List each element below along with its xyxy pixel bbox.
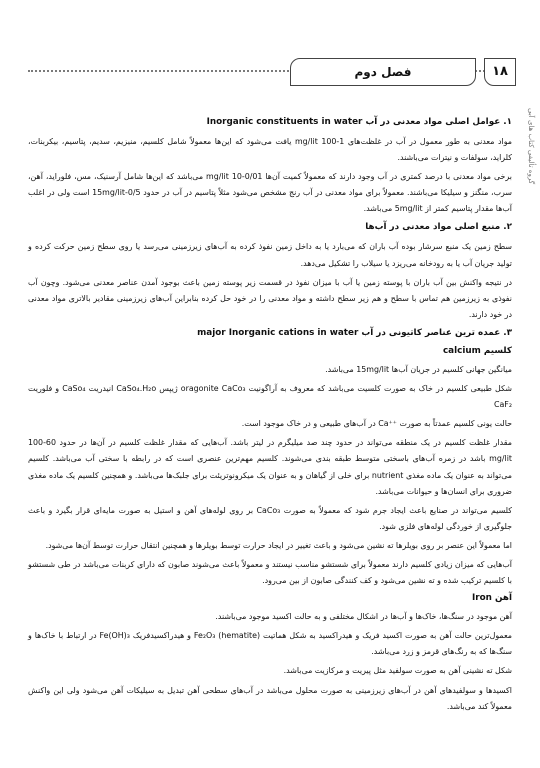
document-body — [28, 112, 512, 718]
calcium-paragraph-6: اما معمولاً این عنصر بر روی بویلرها ته نشین می‌شود و باعث تغییر در ایجاد حرارت توسط بویلرها و همچنین انتقال حرارت توسط آن‌ها می‌شود. — [45, 540, 512, 550]
section-1-heading: ۱. عوامل اصلی مواد معدنی در آب Inorganic constituents in water — [206, 117, 512, 127]
page-number: ۱۸ — [484, 58, 516, 86]
section-2-heading: ۲. منبع اصلی مواد معدنی در آب‌ها — [365, 222, 512, 233]
calcium-paragraph-2: شکل طبیعی کلسیم در خاک به صورت کلسیت می‌باشد که معروف به آراگونیت oragonite CaCo₃ ژیپس CaSo₄.H₂o انیدریت CaSo₄ و فلوریت CaF₂ — [28, 384, 512, 410]
calcium-paragraph-3: حالت یونی کلسیم عمدتاً به صورت ⁺⁺Ca در آب‌های طبیعی و در خاک موجود است. — [241, 419, 512, 429]
section-2-paragraph-2: در نتیجه واکنش بین آب باران با پوسته زمین یا آب با میزان نفوذ در قسمت زیر پوسته زمین باعث بوجود آمدن عناصر معدنی می‌شود. وچون آب نفوذی به زیرزمین هم تماس با سطح و هم زیر سطح داشته و مواد معدنی را در خود حل کرده بنابراین آب‌های زیرزمینی مقادیر بالاتری مواد معدنی در خود دارند. — [28, 277, 512, 319]
calcium-paragraph-5: کلسیم می‌تواند در صنایع باعث ایجاد جرم شود که معمولاً به صورت CaCo₃ بر روی لوله‌های آهن و استیل به صورت مایه‌ای قرار بگیرد و باعث جلوگیری از خوردگی لوله‌های فلزی شود. — [28, 505, 513, 531]
calcium-paragraph-4: مقدار غلظت کلسیم در یک منطقه می‌تواند در حدود چند صد میلیگرم در لیتر باشد. آب‌هایی که مقدار غلظت کلسیم در آن‌ها در حدود 60-100 mg/lit باشد در زمره آب‌های باسختی متوسط طبقه بندی می‌شوند. کلسیم مهم‌ترین عنصری است که در رابطه با سختی آب می‌باشد. کلسیم می‌تواند به عنوان یک ماده مغذی nutrient برای خلی از گیاهان و به عنوان یک میکرونوتریئت برای جلبک‌ها می‌باشد. و همچنین کلسیم یک ماده مغذی ضروری برای انسان‌ها و حیوانات می‌باشد. — [28, 438, 513, 496]
iron-paragraph-4: اکسیدها و سولفیدهای آهن در آب‌های زیرزمینی به صورت محلول می‌باشد در آب‌های سطحی آهن تبدیل به سیلیکات آهن می‌شود ولی این واکنش معمولاً کند می‌باشد. — [28, 685, 512, 711]
section-1-paragraph-1: مواد معدنی به طور معمول در آب در غلظت‌های 1-100 mg/lit یافت می‌شود که این‌ها معمولاً شامل کلسیم، منیزیم، سدیم، پتاسیم، بیکربنات، کلراید، سولفات و نیترات می‌باشند. — [28, 137, 512, 163]
section-1-paragraph-2: برخی مواد معدنی با درصد کمتری در آب وجود دارند که معمولاً کمیت آن‌ها 0/01-10 mg/lit می‌باشد که این‌ها شامل آرسنیک، مس، فلوراید، آهن، سرب، منگنز و سیلیکا می‌باشند. معمولاً برای مواد معدنی در آب رنج مشخص می‌شود مثلاً پتاسیم در آب در حدود 0/5-15mg/lit است ولی در اغلب آب‌ها مقدار پتاسیم کمتر از 5mg/lit می‌باشد. — [28, 172, 513, 214]
page-header — [28, 56, 516, 88]
calcium-heading: کلسیم calcium — [442, 345, 512, 356]
section-3-heading: ۳. عمده ترین عناصر کاتیونی در آب major Inorganic cations in water — [197, 327, 512, 338]
calcium-paragraph-1: میانگین جهانی کلسیم در جریان آب‌ها 15mg/lit می‌باشد. — [325, 364, 512, 374]
section-2-paragraph-1: سطح زمین یک منبع سرشار بوده آب باران که می‌بارد یا به داخل زمین نفوذ کرده به آب‌های زیرزمینی می‌رسد یا روی سطح زمین حرکت کرده و تولید جریان آب یا به رودخانه می‌ریزد یا سیلاب را تشکیل می‌دهد. — [28, 242, 512, 268]
sidebar-vertical-text: گروه تألیفی کتاب های آبی — [527, 108, 535, 185]
iron-paragraph-3: شکل ته نشینی آهن به صورت سولفید مثل پیریت و مرکازیت می‌باشد. — [283, 666, 512, 676]
calcium-paragraph-7: آب‌هایی که میزان زیادی کلسیم دارند معمولاً برای شستشو مناسب نیستند و معمولاً باعث می‌شوند صابون که دارای کربنات می‌باشد در طی شستشو با کلسیم ترکیب شده و ته نشین می‌شود و کف کنندگی صابون از بین می‌رود. — [28, 559, 512, 586]
iron-heading: آهن Iron — [471, 593, 512, 604]
iron-paragraph-1: آهن موجود در سنگ‌ها، خاک‌ها و آب‌ها در اشکال مختلفی و به حالت اکسید موجود می‌باشند. — [215, 612, 512, 622]
iron-paragraph-2: معمول‌ترین حالت آهن به صورت اکسید فریک و هیدراکسید به شکل هماتیت (hematite) Fe₂O₃ و هیدراکسیدفریک Fe(OH)₃ در ارتباط با خاک‌ها و سنگ‌ها که به رنگ‌های قرمز و زرد می‌باشد. — [28, 631, 512, 657]
chapter-title: فصل دوم — [290, 58, 476, 86]
